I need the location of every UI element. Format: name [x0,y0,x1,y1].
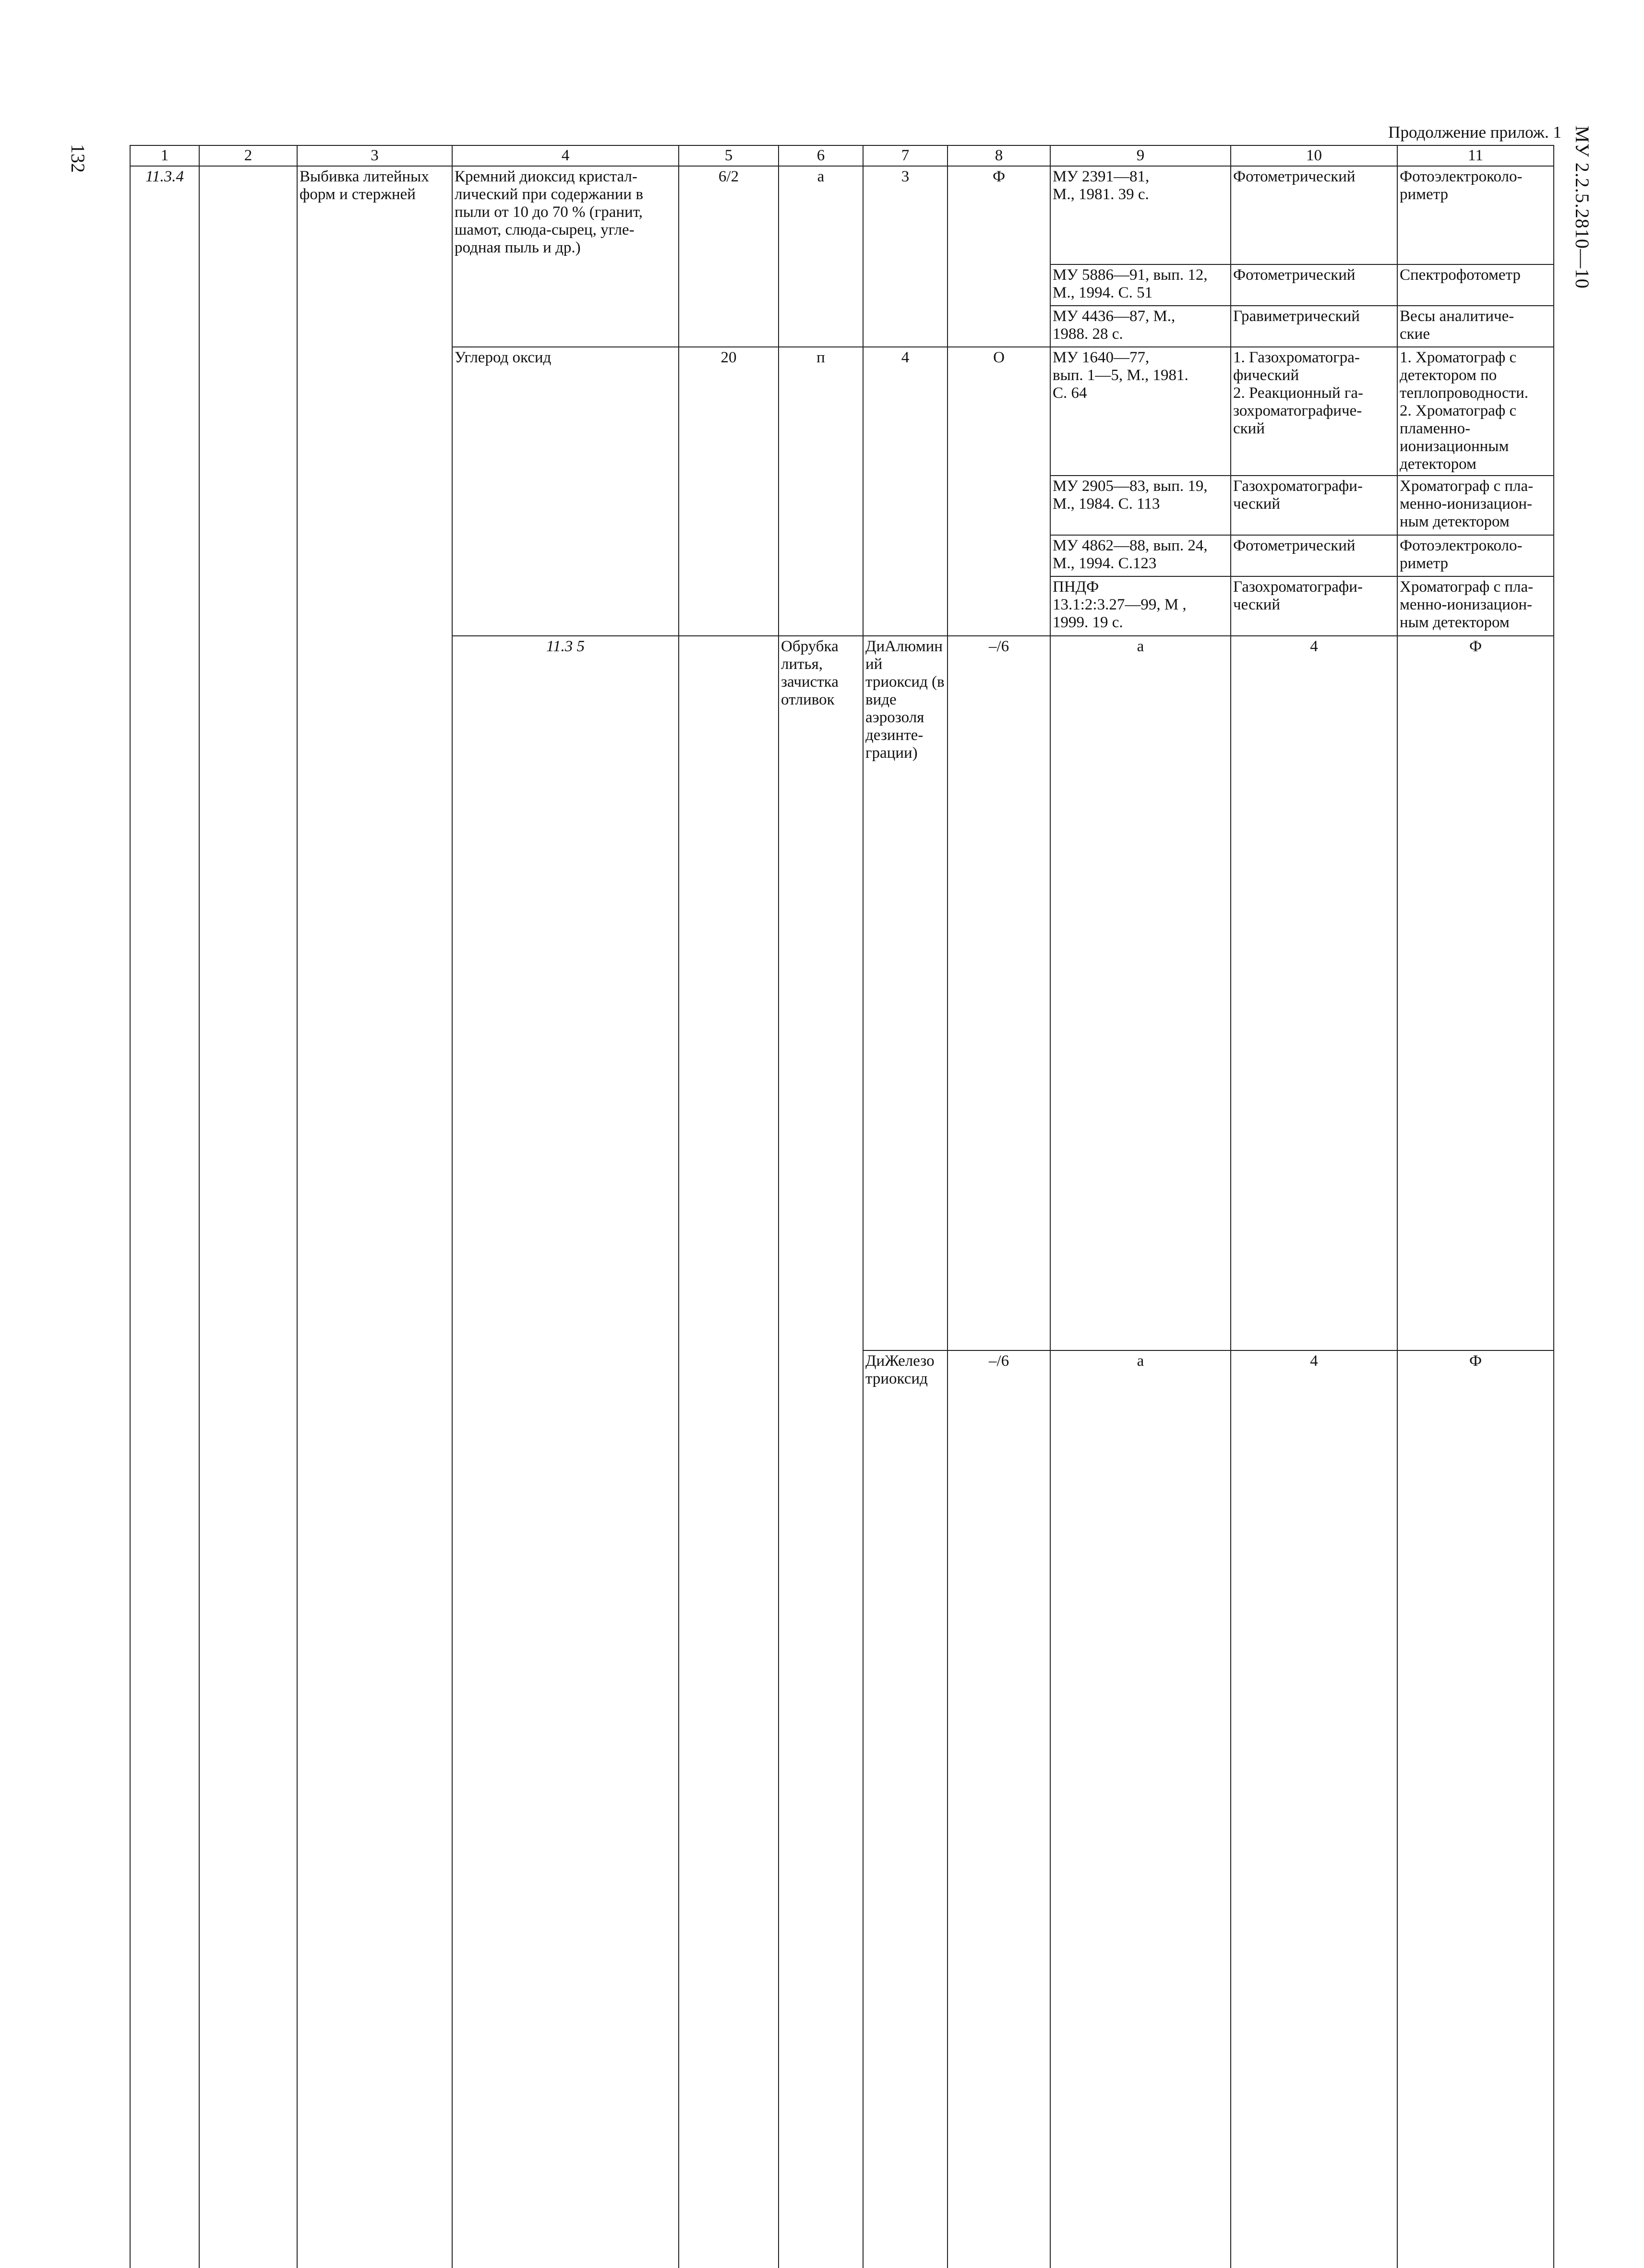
aggregate-state: а [779,166,863,347]
aggregate-state: п [779,347,863,636]
limit-value: –/6 [948,1350,1050,2268]
method-document: ПНДФ 13.1:2:3.27—99, М , 1999. 19 с. [1050,576,1231,636]
column-header: 8 [948,145,1050,166]
column-header: 1 [130,145,199,166]
method-name: Фотометрический [1231,535,1397,576]
method-document: МУ 1640—77, вып. 1—5, М., 1981. С. 64 [1050,347,1231,476]
empty-cell [199,166,297,2268]
section-code: 11.3 5 [452,636,679,2268]
method-device: Весы аналитиче- ские [1397,306,1554,347]
column-header: 11 [1397,145,1554,166]
method-name: Фотометрический [1231,166,1397,264]
method-device: Спектрофотометр [1397,264,1554,306]
page-number: 132 [67,144,89,173]
method-device: Хроматограф с пла- менно-ионизацион- ным детектором [1397,476,1554,535]
method-name: 1. Газохроматогра- фический 2. Реакционный га- зохроматографиче- ский [1231,347,1397,476]
aggregate-state: а [1050,636,1231,1350]
method-device: Фотоэлектроколо- риметр [1397,535,1554,576]
column-header: 5 [679,145,779,166]
method-document: МУ 5886—91, вып. 12, М., 1994. С. 51 [1050,264,1231,306]
column-header: 10 [1231,145,1397,166]
method-name: Фотометрический [1231,264,1397,306]
hazard-class: 3 [863,166,948,347]
limit-value: –/6 [948,636,1050,1350]
method-device: Фотоэлектроколо- риметр [1397,166,1554,264]
substance-name: ДиАлюминий триоксид (в виде аэрозоля дезинте- грации) [863,636,948,1350]
method-name: Газохроматографи- ческий [1231,476,1397,535]
document-code: МУ 2.2.5.2810—10 [1572,126,1593,289]
aggregate-state: а [1050,1350,1231,2268]
limit-value: 6/2 [679,166,779,347]
effect-code: Ф [948,166,1050,347]
column-header: 4 [452,145,679,166]
effect-code: О [948,347,1050,636]
substance-name: ДиЖелезо триоксид [863,1350,948,2268]
effect-code: Ф [1397,1350,1554,2268]
column-header: 2 [199,145,297,166]
hazard-class: 4 [1231,636,1397,1350]
method-name: Газохроматографи- ческий [1231,576,1397,636]
method-document: МУ 2391—81, М., 1981. 39 с. [1050,166,1231,264]
table-row [130,166,1554,264]
method-device: Хроматограф с пла- менно-ионизацион- ным детектором [1397,576,1554,636]
continuation-note: Продолжение прилож. 1 [1388,123,1561,142]
method-document: МУ 4862—88, вып. 24, М., 1994. С.123 [1050,535,1231,576]
hazard-class: 4 [1231,1350,1397,2268]
column-header: 6 [779,145,863,166]
substance-name: Кремний диоксид кристал- лический при содержании в пыли от 10 до 70 % (гранит, шамот, слюда-сырец, угле- родная пыль и др.) [452,166,679,347]
methods-table [130,145,1554,2268]
effect-code: Ф [1397,636,1554,1350]
limit-value: 20 [679,347,779,636]
method-document: МУ 4436—87, М., 1988. 28 с. [1050,306,1231,347]
column-header: 7 [863,145,948,166]
substance-name: Углерод оксид [452,347,679,636]
column-header: 3 [297,145,452,166]
method-device: 1. Хроматограф с детектором по теплопроводности. 2. Хроматограф с пламенно- ионизационным детектором [1397,347,1554,476]
empty-cell [679,636,779,2268]
section-code: 11.3.4 [130,166,199,2268]
column-header: 9 [1050,145,1231,166]
method-document: МУ 2905—83, вып. 19, М., 1984. С. 113 [1050,476,1231,535]
column-header-row [130,145,1554,166]
hazard-class: 4 [863,347,948,636]
method-name: Гравиметрический [1231,306,1397,347]
process-name: Обрубка литья, зачистка отливок [779,636,863,2268]
process-name: Выбивка литейных форм и стержней [297,166,452,2268]
